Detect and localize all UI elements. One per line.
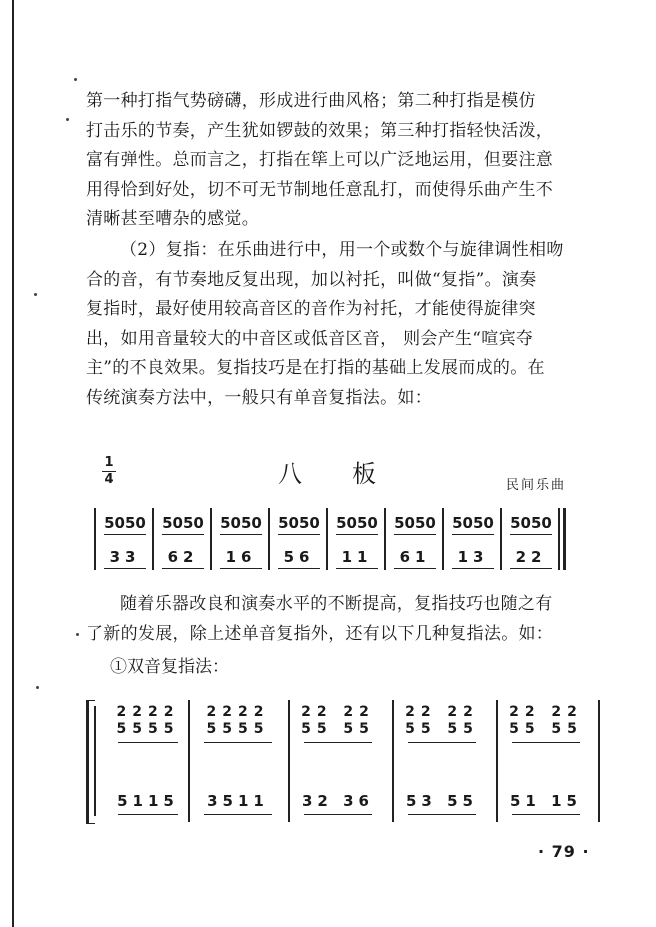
lower-voice: 61 xyxy=(399,548,431,566)
paragraph-1 xyxy=(86,87,606,235)
time-signature-numerator: 1 xyxy=(104,455,114,470)
score-title: 八板 xyxy=(278,460,426,488)
chord-upper: 22 22 xyxy=(405,704,479,720)
text-line: 出，如用音量较大的中音区或低音区音， 则会产生“喧宾夺 xyxy=(86,328,534,349)
chord-stack xyxy=(190,704,286,738)
upper-voice: 5050 xyxy=(394,514,436,532)
lower-voice: 56 xyxy=(283,548,315,566)
lower-voice: 3511 xyxy=(207,792,269,810)
scan-speck xyxy=(74,78,77,81)
time-signature-denominator: 4 xyxy=(104,472,114,487)
score-baban xyxy=(88,450,608,580)
text-line: 打击乐的节奏，产生犹如锣鼓的效果；第三种打指轻快活泼， xyxy=(86,120,554,141)
chord-upper: 22 22 xyxy=(509,704,583,720)
lower-voice: 13 xyxy=(457,548,489,566)
chord-lower: 5555 xyxy=(116,721,180,737)
chord-stack xyxy=(290,704,386,738)
time-signature xyxy=(102,456,116,487)
text-line: 用得恰到好处，切不可无节制地任意乱打，而使得乐曲产生不 xyxy=(86,179,554,200)
chord-upper: 22 22 xyxy=(301,704,375,720)
measure xyxy=(290,700,386,822)
chord-stack xyxy=(394,704,490,738)
text-line: 随着乐器改良和演奏水平的不断提高，复指技巧也随之有 xyxy=(120,594,553,614)
text-line: 复指时，最好使用较高音区的音作为衬托，才能使得旋律突 xyxy=(86,299,536,320)
lower-voice: 62 xyxy=(167,548,199,566)
system-line xyxy=(94,706,96,816)
lower-voice: 33 xyxy=(109,548,141,566)
chord-stack xyxy=(498,704,594,738)
measure xyxy=(498,700,594,822)
measure xyxy=(96,508,154,570)
lower-voice: 22 xyxy=(515,548,547,566)
upper-voice: 5050 xyxy=(104,514,146,532)
scan-speck xyxy=(76,633,79,636)
measure xyxy=(190,700,286,822)
page-edge-rule xyxy=(12,0,14,927)
lower-voice: 53 55 xyxy=(406,792,478,810)
chord-lower: 5555 xyxy=(206,721,270,737)
text-line: 富有弹性。总而言之，打指在筚上可以广泛地运用，但要注意 xyxy=(86,150,554,171)
measure xyxy=(270,508,328,570)
measure xyxy=(154,508,212,570)
text-line: 合的音，有节奏地反复出现，加以衬托，叫做“复指”。演奏 xyxy=(86,269,537,290)
measure xyxy=(502,508,560,570)
measure xyxy=(110,700,186,822)
measure xyxy=(444,508,502,570)
lower-voice: 11 xyxy=(341,548,373,566)
upper-voice: 5050 xyxy=(220,514,262,532)
measure xyxy=(212,508,270,570)
lower-voice: 51 15 xyxy=(510,792,582,810)
text-line: 第一种打指气势磅礴，形成进行曲风格；第二种打指是模仿 xyxy=(86,91,536,111)
chord-stack xyxy=(110,704,186,738)
lower-voice: 32 36 xyxy=(302,792,374,810)
upper-voice: 5050 xyxy=(278,514,320,532)
bar-line xyxy=(558,508,560,570)
chord-lower: 55 55 xyxy=(405,721,479,737)
measure xyxy=(328,508,386,570)
text-line: 了新的发展，除上述单音复指外，还有以下几种复指法。如： xyxy=(86,623,554,644)
text-line: （2）复指：在乐曲进行中，用一个或数个与旋律调性相吻 xyxy=(120,240,564,260)
scan-speck xyxy=(36,686,39,689)
measure xyxy=(386,508,444,570)
text-line: 清晰甚至嘈杂的感觉。 xyxy=(86,209,259,230)
measure xyxy=(394,700,490,822)
upper-voice: 5050 xyxy=(452,514,494,532)
text-line: 主”的不良效果。复指技巧是在打指的基础上发展而成的。在 xyxy=(86,358,545,379)
score-composer: 民间乐曲 xyxy=(506,478,567,493)
chord-upper: 2222 xyxy=(116,704,180,720)
text-line: 传统演奏方法中，一般只有单音复指法。如： xyxy=(86,387,432,408)
chord-lower: 55 55 xyxy=(301,721,375,737)
upper-voice: 5050 xyxy=(336,514,378,532)
subheading-double-note: ①双音复指法： xyxy=(110,657,229,677)
scan-speck xyxy=(66,118,69,121)
lower-voice: 16 xyxy=(225,548,257,566)
bar-line xyxy=(598,700,600,822)
chord-lower: 55 55 xyxy=(509,721,583,737)
chord-upper: 2222 xyxy=(206,704,270,720)
lower-voice: 5115 xyxy=(117,792,179,810)
page-number: · 79 · xyxy=(538,842,590,861)
paragraph-3 xyxy=(86,590,606,649)
paragraph-2 xyxy=(86,236,606,414)
upper-voice: 5050 xyxy=(510,514,552,532)
scan-speck xyxy=(34,293,37,296)
score-double-note xyxy=(86,700,606,825)
upper-voice: 5050 xyxy=(162,514,204,532)
end-bar-line xyxy=(563,508,566,570)
